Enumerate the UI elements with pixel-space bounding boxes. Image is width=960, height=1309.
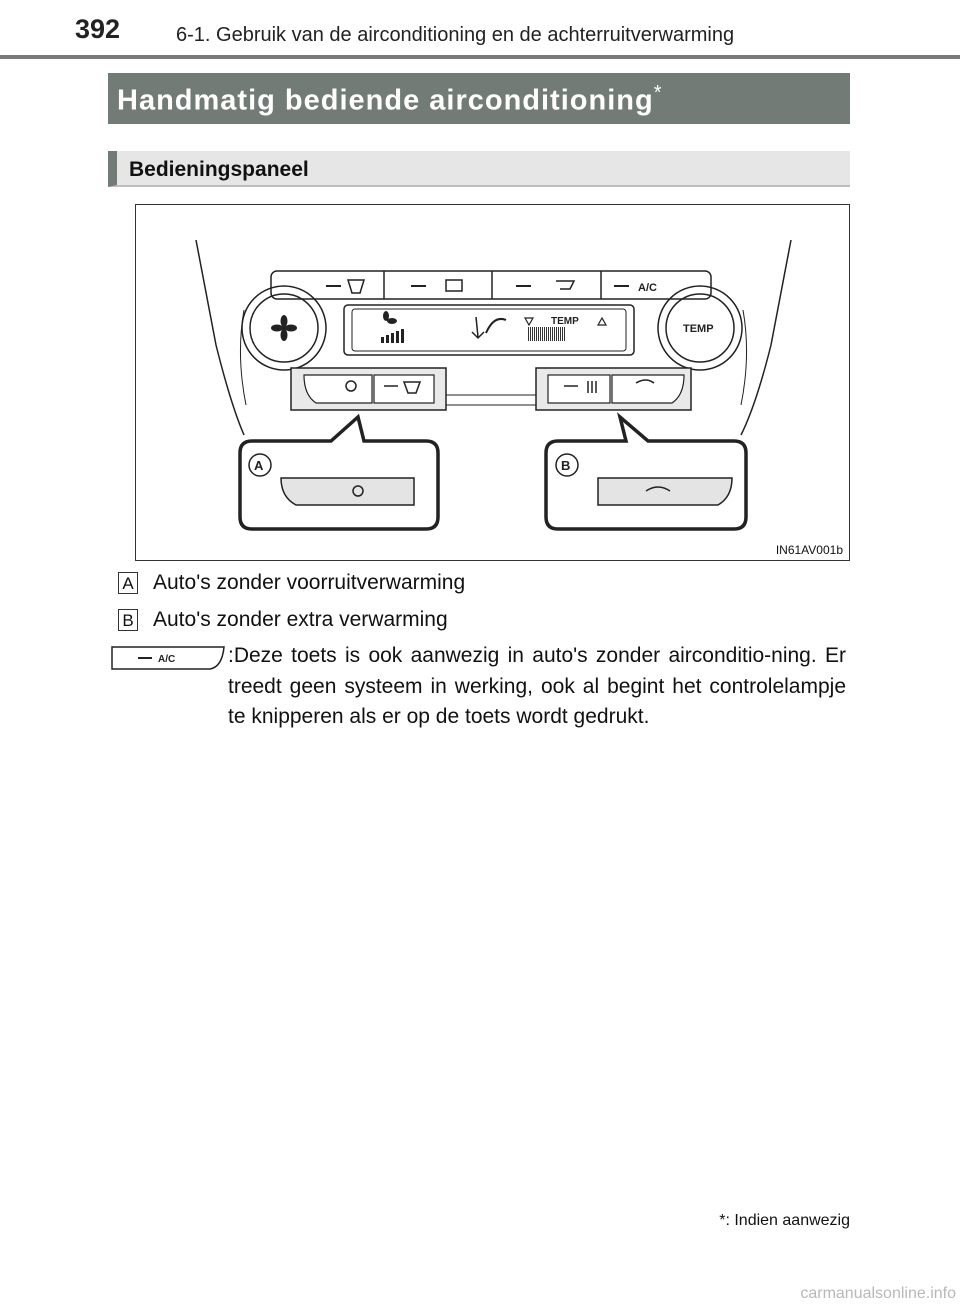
optional-asterisk: * — [653, 82, 663, 104]
control-panel-illustration — [136, 205, 851, 562]
legend-marker-a: A — [118, 572, 138, 594]
figure-code: IN61AV001b — [775, 543, 843, 557]
subsection-title-bar — [108, 151, 850, 187]
ac-button-label: A/C — [638, 282, 657, 294]
legend-text-b: Auto's zonder extra verwarming — [153, 608, 448, 631]
legend-item-a — [118, 571, 465, 595]
subsection-title: Bedieningspaneel — [129, 158, 309, 181]
header-divider — [0, 55, 960, 59]
section-title — [117, 82, 662, 118]
callout-a-label: A — [254, 458, 264, 473]
legend-text-a: Auto's zonder voorruitverwarming — [153, 571, 466, 594]
footnote — [719, 1212, 850, 1230]
footnote-symbol: * — [719, 1212, 726, 1229]
callout-a-box — [240, 417, 438, 529]
section-title-bar — [108, 73, 850, 124]
callout-b-box — [546, 417, 746, 529]
watermark: carmanualsonline.info — [800, 1285, 956, 1302]
legend-item-b — [118, 608, 448, 632]
ac-button-icon — [110, 643, 228, 673]
footnote-text: : Indien aanwezig — [725, 1212, 850, 1229]
page-number: 392 — [75, 14, 121, 44]
legend-marker-b: B — [118, 609, 138, 631]
display-temp-label: TEMP — [551, 316, 579, 327]
note-text: :Deze toets is ook aanwezig in auto's zonder airconditio-ning. Er treedt geen systeem in werking, ook al begint het controlelampje te knipperen als er op de toets wordt gedrukt. — [228, 644, 846, 728]
section-title-text: Handmatig bediende airconditioning — [117, 84, 654, 117]
fan-icon — [271, 315, 297, 341]
callout-b-label: B — [561, 458, 571, 473]
ac-icon-label: A/C — [158, 654, 176, 665]
control-panel-figure — [135, 204, 850, 561]
temperature-scale — [528, 327, 566, 341]
temp-knob-label: TEMP — [683, 323, 714, 335]
chapter-title: 6-1. Gebruik van de airconditioning en de achterruitverwarming — [176, 24, 735, 46]
